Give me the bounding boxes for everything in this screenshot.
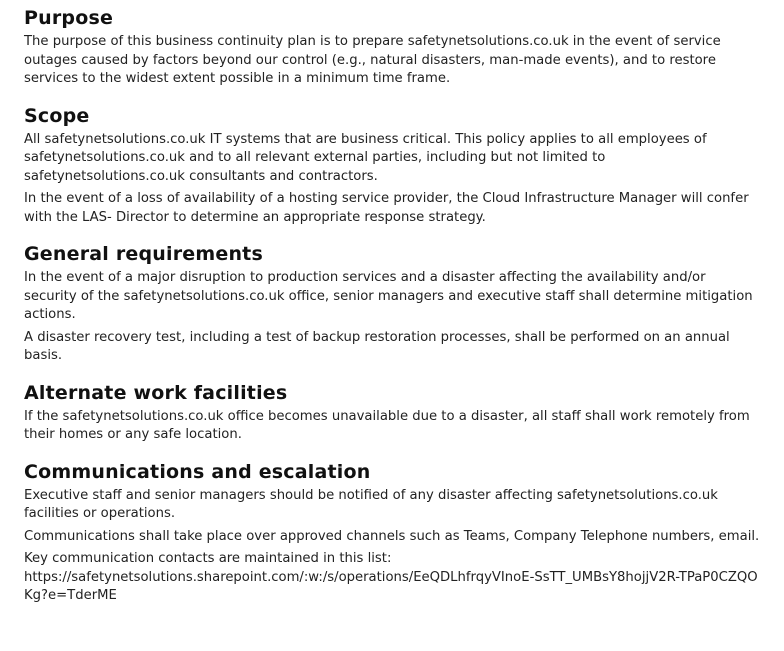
section-heading-general-requirements: General requirements [24, 243, 263, 265]
section-general-requirements [24, 242, 760, 366]
contacts-list-link[interactable]: https://safetynetsolutions.sharepoint.com/:w:/s/operations/EeQDLhfrqyVInoE-SsTT_UMBsY8hojjV2R-TPaP0CZQOKg?e=TderME [24, 569, 758, 603]
section-heading-communications-escalation: Communications and escalation [24, 460, 371, 483]
comms-paragraph-channels: Communications shall take place over approved channels such as Teams, Company Telephone numbers, email. [24, 528, 760, 544]
contacts-intro-text: Key communication contacts are maintained in this list: [24, 551, 392, 566]
comms-paragraph-notification: Executive staff and senior managers should be notified of any disaster affecting safetynetsolutions.co.uk facilities or operations. [24, 487, 718, 521]
section-heading-purpose: Purpose [24, 7, 114, 29]
section-heading-scope: Scope [24, 104, 90, 127]
purpose-paragraph: The purpose of this business continuity plan is to prepare safetynetsolutions.co.uk in the event of service outages caused by factors beyond our control (e.g., natural disasters, man-made events), and to restore services to the widest extent possible in a minimum time frame. [24, 34, 721, 86]
scope-paragraph-systems: All safetynetsolutions.co.uk IT systems that are business critical. This policy applies to all employees of safetynetsolutions.co.uk and to all relevant external parties, including but not limited to safetynetsolutions.co.uk consultants and contractors. [24, 131, 707, 184]
section-communications-escalation [24, 460, 760, 606]
general-paragraph-disruption: In the event of a major disruption to production services and a disaster affecting the availability and/or security of the safetynetsolutions.co.uk office, senior managers and executive staff shall determine mitigation actions. [24, 270, 753, 322]
comms-paragraph-contacts [24, 550, 760, 606]
alternate-paragraph: If the safetynetsolutions.co.uk office becomes unavailable due to a disaster, all staff shall work remotely from their homes or any safe location. [24, 408, 750, 442]
section-scope [24, 104, 760, 228]
section-alternate-work-facilities [24, 381, 760, 445]
scope-paragraph-hosting: In the event of a loss of availability of a hosting service provider, the Cloud Infrastructure Manager will confer with the LAS- Director to determine an appropriate response strategy. [24, 191, 749, 225]
section-purpose [24, 6, 760, 89]
section-heading-alternate-work-facilities: Alternate work facilities [24, 381, 288, 404]
general-paragraph-recovery-test: A disaster recovery test, including a test of backup restoration processes, shall be performed on an annual basis. [24, 329, 730, 363]
